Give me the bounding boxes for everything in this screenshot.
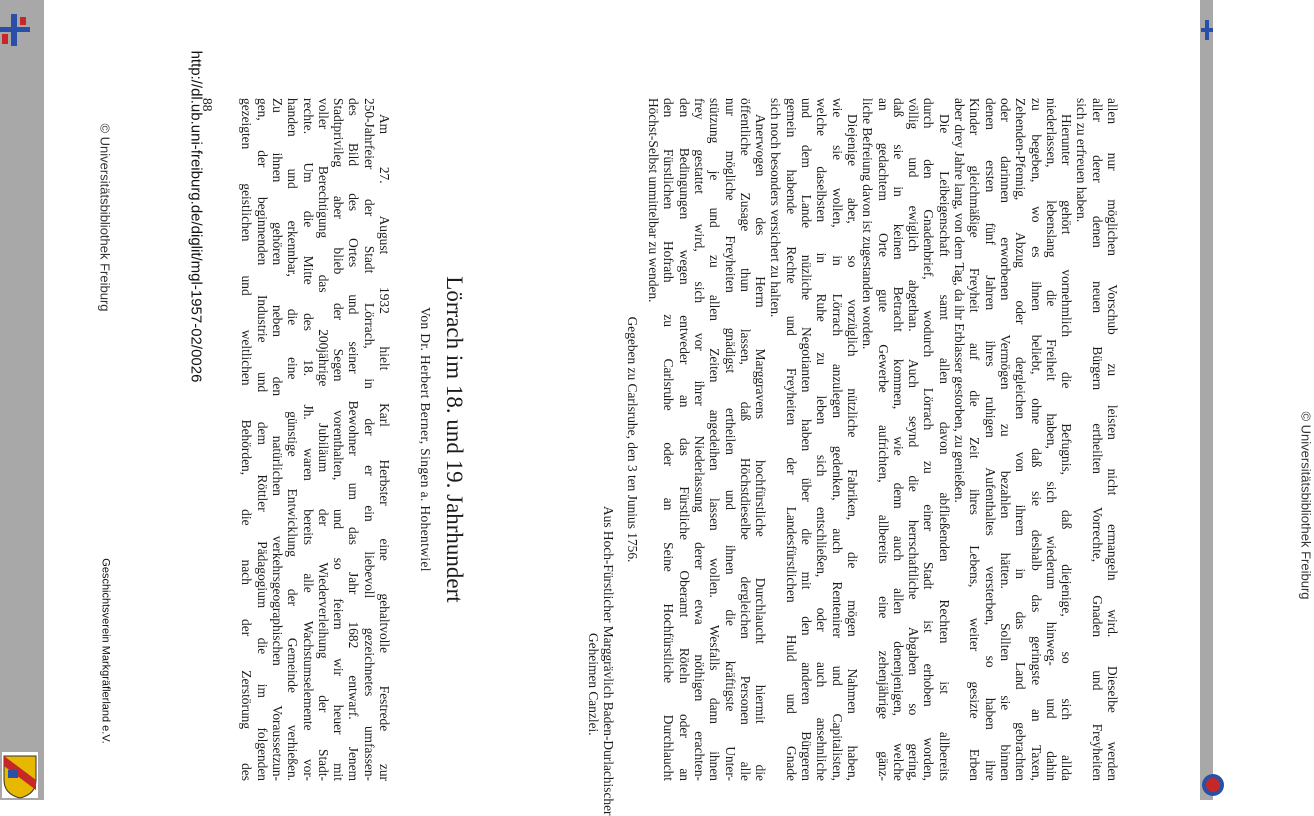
decree-text: [646, 98, 1120, 781]
text-line: sich zu erfreuen haben.: [1074, 98, 1090, 223]
text-line: stützung je und zu allen Zeiten angedeihen lassen wollen. Wesfalls dann ihnen: [707, 98, 723, 781]
article-line: 250-Jahrfeier der Stadt Lörrach, in der er ein liebevoll gezeichnetes umfassen-: [361, 98, 377, 781]
article-text: [239, 98, 392, 781]
right-margin-band: [1200, 0, 1213, 800]
signature-line-1: Aus Hoch-Fürstlicher Marggrävlich Baden-Durlachischer: [601, 506, 617, 816]
article-line: gen, der beginnenden Industrie und dem Röttler Pädagogium die im folgenden: [254, 98, 270, 781]
coat-of-arms-icon: [0, 750, 40, 800]
text-line: Anerwogen des Herrn Marggravens hochfürstliche Durchlaucht hiermit die: [753, 114, 769, 781]
ub-freiburg-logo-icon-right: [1201, 20, 1213, 40]
text-line: den Bedingungen wegen entweder an das Fürstliche Oberamt Röteln oder an: [676, 98, 692, 781]
article-line: Stadtprivileg aber blieb der Segen vorenthalten, und so feiern wir heuer mit: [331, 98, 347, 781]
text-line: welche daselbsten in Ruhe zu leben sich entschließen, oder auch ansehnliche: [814, 98, 830, 781]
text-line: zu begeben, wo es ihnen beliebt, ohne daß sie deshalb das geringste an Taxen,: [1028, 98, 1044, 781]
text-line: Hierunter gehört vornehmlich die Befugnis, daß diejenige, so sich allda: [1059, 114, 1075, 781]
article-line: Zu ihnen gehören neben den natürlichen verkehrsgeographischen Voraussetzun-: [269, 98, 285, 781]
coat-of-arms-icon-right: [1201, 755, 1213, 800]
text-line: Diejenige aber, so vorzüglich nützliche Fabriken, die mögen Nahmen haben,: [844, 114, 860, 781]
text-line: sich noch besonders versichert zu halten.: [768, 98, 784, 318]
text-line: allen nur möglichen Vorschub zu leisten nicht ermangeln wird. Dieselbe werden: [1105, 98, 1120, 781]
dateline: Gegeben zu Carlsruhe, den 3 ten Junius 1756.: [624, 316, 640, 563]
text-line: Höchst-Selbst unmittelbar zu wenden.: [646, 98, 662, 303]
copyright-notice-right: © Universitätsbibliothek Freiburg: [1298, 411, 1314, 600]
document-url[interactable]: http://dl.ub.uni-freiburg.de/diglit/mgl-1957-02/0026: [187, 50, 205, 383]
article-line: Am 27. August 1932 hielt Karl Herbster eine gehaltvolle Festrede zur: [377, 114, 392, 781]
text-line: oder darinnen erworbenen Vermögen zu bezahlen hätten. Sollten sie binnen: [997, 98, 1013, 781]
society-label: Geschichtsverein Markgräflerland e.V.: [99, 558, 112, 744]
text-line: nur mögliche Freyheiten gnädigst ertheilen und ihnen die kräftigste Unter-: [722, 98, 738, 781]
text-line: frey gestattet wird, sich vor ihrer Niederlassung derer etwa nöthigen erachten-: [691, 98, 707, 781]
upper-text-block: [586, 98, 1120, 816]
text-line: liche Befreiung davon ist zugestanden worden.: [860, 98, 876, 350]
article-line: rechte. Um die Mitte des 18. Jh. waren bereits alle Wachstumselemente vor-: [300, 98, 316, 781]
text-line: gemein habende Rechte und Freyheiten der Landesfürstlichen Huld und Gnade: [783, 98, 799, 781]
text-line: daß sie in keinen Betracht kommen, wie denn auch allen denenjenigen, welche: [890, 98, 906, 781]
text-line: Die Leibeigenschaft samt allen davon abfließenden Rechten ist allbereits: [936, 114, 952, 781]
text-line: wie sie wollen, in Lörrach anzulegen gedenken, auch Rentenirer und Capitalisten,: [829, 98, 845, 781]
article-title: Lörrach im 18. und 19. Jahrhundert: [442, 276, 467, 603]
text-line: aller derer denen neuen Bürgern ertheilten Vorrechte, Gnaden und Freyheiten: [1089, 98, 1105, 781]
page-number: 88: [200, 98, 216, 112]
text-line: niederlassen, lebenslang die Freiheit haben, sich wiederum hinweg- und dahin: [1043, 98, 1059, 781]
article-line: des Bild des Ortes und seiner Bewohner um das Jahr 1682 entwarf. Jenem: [346, 98, 362, 781]
signature-line-2: Geheimen Canzlei.: [586, 633, 602, 736]
text-line: Kinder gleichmäßige Freyheit auf die Zeit ihres Lebens, weiter gesizte Erben: [967, 98, 983, 781]
article-author: Von Dr. Herbert Berner, Singen a. Hohentwiel: [418, 307, 433, 572]
copyright-notice: © Universitätsbibliothek Freiburg: [97, 123, 113, 312]
text-line: aber drey Jahre lang, von dem Tag, da ihr Erblasser gestorben, zu genießen.: [952, 98, 968, 503]
article-line: voller Berechtigung das 200jährige Jubiläum der Wiederverleihung der Stadt-: [315, 98, 331, 781]
article-line: handen und erkennbar, die eine günstige Entwicklung der Gemeinde verhießen.: [285, 98, 301, 781]
text-line: öffentliche Zusage thun lassen, daß Höchstdieselbe dergleichen Personen alle: [737, 98, 753, 781]
scanned-page: [108, 0, 1120, 816]
article-block: [199, 98, 469, 781]
text-line: und dem Lande nüzliche Negotianten haben über die mit den anderen Bürgeren: [799, 98, 815, 781]
text-line: den Fürstlichen Hofrath zu Carlsruhe oder an Seine Hochfürstliche Durchlaucht: [661, 98, 677, 781]
left-margin-band: [0, 0, 44, 800]
text-line: völlig und ewiglich abgethan. Auch seynd die herrschaftliche Abgaben so gering,: [906, 98, 922, 781]
article-line: gezeigten geistlichen und weltlichen Behörden, die nach der Zerstörung des: [239, 98, 255, 781]
text-line: an gedachtem Orte gute Gewerbe aufrichten, allbereits eine zehenjährige gänz-: [875, 98, 891, 781]
text-line: durch den Gnadenbrief, wodurch Lörrach zu einer Stadt ist erhoben worden,: [921, 98, 937, 781]
ub-freiburg-logo-icon: [0, 14, 30, 46]
text-line: Zehenden-Pfennig, Abzug oder dergleichen von ihrem in das Land gebrachten: [1013, 98, 1029, 781]
text-line: denen ersten fünf Jahren ihres ruhigen Aufenthaltes versterben, so haben ihre: [982, 98, 998, 781]
